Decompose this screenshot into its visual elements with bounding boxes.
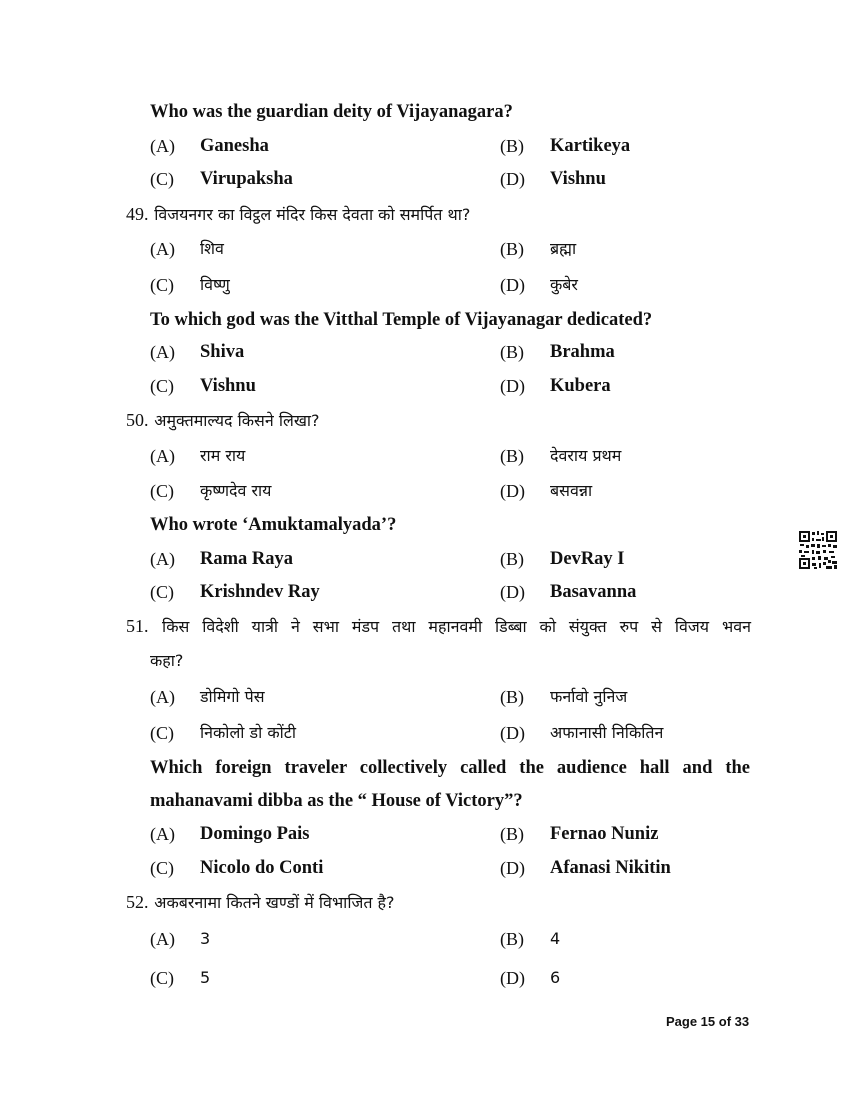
- option-text: Nicolo do Conti: [200, 858, 324, 878]
- option-label: (B): [500, 239, 524, 259]
- qr-code-icon: [798, 530, 838, 570]
- option-text: Shiva: [200, 342, 245, 362]
- option-label: (D): [500, 275, 525, 295]
- option-text: 6: [550, 968, 561, 987]
- option-text: फर्नावो नुनिज: [550, 687, 628, 706]
- option-text: 5: [200, 968, 211, 987]
- option-label: (A): [150, 824, 175, 844]
- option-text: कुबेर: [550, 275, 578, 294]
- option-label: (C): [150, 968, 174, 988]
- option-label: (D): [500, 376, 525, 396]
- option-text: शिव: [200, 239, 224, 258]
- option-text: राम राय: [200, 446, 246, 465]
- question-text: अमुक्तमाल्यद किसने लिखा?: [154, 411, 320, 430]
- option-label: (B): [500, 342, 524, 362]
- option-text: Brahma: [550, 342, 615, 362]
- question-51-english: Which foreign traveler collectively called the audience hall and the: [150, 758, 750, 778]
- option-text: Kartikeya: [550, 136, 631, 156]
- option-label: (D): [500, 169, 525, 189]
- option-label: (B): [500, 687, 524, 707]
- option-label: (C): [150, 582, 174, 602]
- question-text: विजयनगर का विट्ठल मंदिर किस देवता को समर्पित था?: [154, 205, 471, 224]
- option-text: निकोलो डो कोंटी: [200, 723, 296, 742]
- option-label: (A): [150, 136, 175, 156]
- question-52-hindi: [126, 891, 395, 914]
- option-text: डोमिगो पेस: [200, 687, 265, 706]
- option-text: Vishnu: [200, 376, 256, 396]
- option-label: (A): [150, 929, 175, 949]
- option-label: (A): [150, 687, 175, 707]
- question-49-english: To which god was the Vitthal Temple of Vijayanagar dedicated?: [150, 310, 653, 330]
- option-label: (C): [150, 481, 174, 501]
- option-text: DevRay I: [550, 549, 625, 569]
- option-label: (D): [500, 968, 525, 988]
- option-text: Krishndev Ray: [200, 582, 320, 602]
- question-number: 52.: [126, 892, 149, 912]
- option-text: Basavanna: [550, 582, 637, 602]
- option-label: (A): [150, 446, 175, 466]
- question-50-hindi: [126, 409, 320, 432]
- option-text: Afanasi Nikitin: [550, 858, 671, 878]
- option-text: Rama Raya: [200, 549, 294, 569]
- option-label: (A): [150, 239, 175, 259]
- option-label: (D): [500, 481, 525, 501]
- option-text: Kubera: [550, 376, 611, 396]
- option-label: (D): [500, 723, 525, 743]
- option-label: (D): [500, 858, 525, 878]
- option-text: विष्णु: [200, 275, 230, 294]
- page-number: Page 15 of 33: [666, 1014, 750, 1029]
- option-label: (C): [150, 858, 174, 878]
- option-text: Ganesha: [200, 136, 269, 156]
- option-text: कृष्णदेव राय: [200, 481, 272, 500]
- option-label: (C): [150, 169, 174, 189]
- question-number: 50.: [126, 410, 149, 430]
- option-label: (B): [500, 929, 524, 949]
- option-label: (C): [150, 275, 174, 295]
- option-text: देवराय प्रथम: [550, 446, 622, 465]
- option-label: (A): [150, 342, 175, 362]
- question-49-hindi: [126, 203, 470, 226]
- option-text: Domingo Pais: [200, 824, 310, 844]
- question-48-english: Who was the guardian deity of Vijayanagara?: [150, 102, 513, 122]
- option-text: Virupaksha: [200, 169, 293, 189]
- option-label: (D): [500, 582, 525, 602]
- option-text: Fernao Nuniz: [550, 824, 659, 844]
- question-text-continued: कहा?: [150, 651, 184, 670]
- question-text: अकबरनामा कितने खण्डों में विभाजित है?: [154, 893, 395, 912]
- option-text: Vishnu: [550, 169, 606, 189]
- question-number: 49.: [126, 204, 149, 224]
- option-text: 3: [200, 929, 211, 948]
- option-label: (B): [500, 549, 524, 569]
- option-label: (C): [150, 376, 174, 396]
- question-text: किस विदेशी यात्री ने सभा मंडप तथा महानवमी डिब्बा को संयुक्त रुप से विजय भवन: [162, 617, 751, 636]
- option-label: (B): [500, 136, 524, 156]
- option-label: (C): [150, 723, 174, 743]
- option-text: ब्रह्मा: [550, 239, 577, 258]
- question-number: 51.: [126, 616, 149, 636]
- option-label: (B): [500, 824, 524, 844]
- option-label: (A): [150, 549, 175, 569]
- option-text: बसवन्ना: [550, 481, 593, 500]
- option-text: 4: [550, 929, 561, 948]
- question-51-english-continued: mahanavami dibba as the “ House of Victory”?: [150, 791, 523, 811]
- question-50-english: Who wrote ‘Amuktamalyada’?: [150, 515, 397, 535]
- option-label: (B): [500, 446, 524, 466]
- question-51-hindi: [126, 615, 751, 638]
- option-text: अफानासी निकितिन: [550, 723, 664, 742]
